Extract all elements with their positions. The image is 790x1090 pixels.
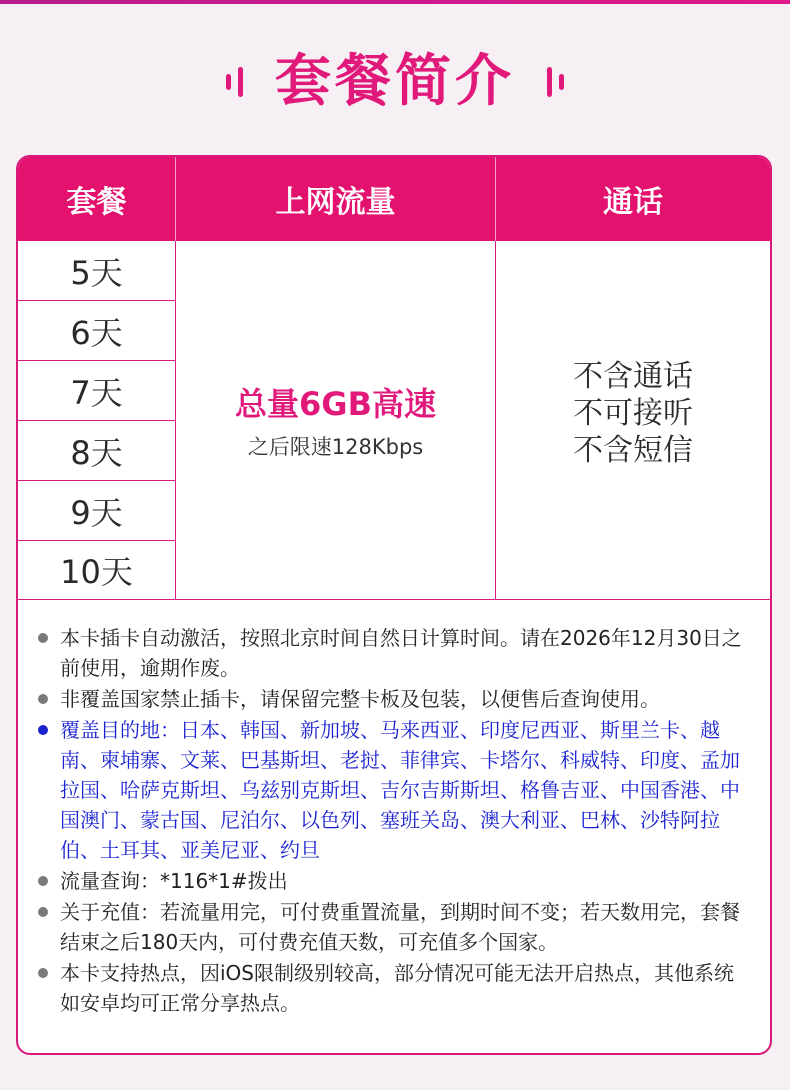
page-title: 套餐简介	[275, 49, 515, 114]
table-body	[18, 241, 770, 600]
day-option: 7天	[18, 361, 175, 421]
day-option: 5天	[18, 241, 175, 301]
bullet-icon	[38, 907, 48, 917]
coverage-item	[36, 715, 746, 865]
bullet-icon	[38, 633, 48, 643]
call-line: 不含通话	[573, 358, 693, 394]
days-column	[18, 241, 176, 599]
plan-card	[16, 155, 772, 1055]
header-data: 上网流量	[176, 157, 496, 241]
call-column	[496, 241, 770, 599]
day-option: 6天	[18, 301, 175, 361]
bullet-icon	[38, 725, 48, 735]
list-item	[36, 897, 746, 957]
coverage-text: 覆盖目的地：日本、韩国、新加坡、马来西亚、印度尼西亚、斯里兰卡、越南、柬埔寨、文莱、巴基斯坦、老挝、菲律宾、卡塔尔、科威特、印度、孟加拉国、哈萨克斯坦、乌兹别克斯坦、吉尔吉斯斯坦、格鲁吉亚、中国香港、中国澳门、蒙古国、尼泊尔、以色列、塞班关岛、澳大利亚、巴林、沙特阿拉伯、土耳其、亚美尼亚、约旦	[60, 718, 740, 862]
title-right-decoration-icon	[547, 67, 564, 97]
day-option: 10天	[60, 553, 133, 591]
notes-list	[36, 623, 746, 1019]
top-accent-bar	[0, 0, 790, 4]
day-option: 9天	[18, 481, 175, 541]
list-item	[36, 684, 746, 714]
bullet-icon	[38, 968, 48, 978]
list-item	[36, 623, 746, 683]
call-line: 不含短信	[573, 432, 693, 468]
note-text: 本卡支持热点，因iOS限制级别较高，部分情况可能无法开启热点，其他系统如安卓均可正常分享热点。	[60, 961, 734, 1015]
data-throttle: 之后限速128Kbps	[247, 435, 424, 459]
note-text: 非覆盖国家禁止插卡，请保留完整卡板及包装，以便售后查询使用。	[60, 687, 660, 711]
note-text: 流量查询：*116*1#拨出	[60, 869, 288, 893]
note-text: 本卡插卡自动激活，按照北京时间自然日计算时间。请在2026年12月30日之前使用，逾期作废。	[60, 626, 742, 680]
note-text: 关于充值：若流量用完，可付费重置流量，到期时间不变；若天数用完，套餐结束之后180天内，可付费充值天数，可充值多个国家。	[60, 900, 740, 954]
bullet-icon	[38, 876, 48, 886]
header-call: 通话	[603, 185, 663, 220]
table-header	[18, 157, 770, 241]
header-plan: 套餐	[18, 157, 176, 241]
data-total: 总量6GB高速	[235, 385, 436, 423]
list-item	[36, 958, 746, 1018]
title-left-decoration-icon	[226, 67, 243, 97]
day-option: 8天	[18, 421, 175, 481]
list-item	[36, 866, 746, 896]
call-line: 不可接听	[573, 395, 693, 431]
bullet-icon	[38, 694, 48, 704]
data-column	[176, 241, 496, 599]
title-row	[0, 42, 790, 122]
